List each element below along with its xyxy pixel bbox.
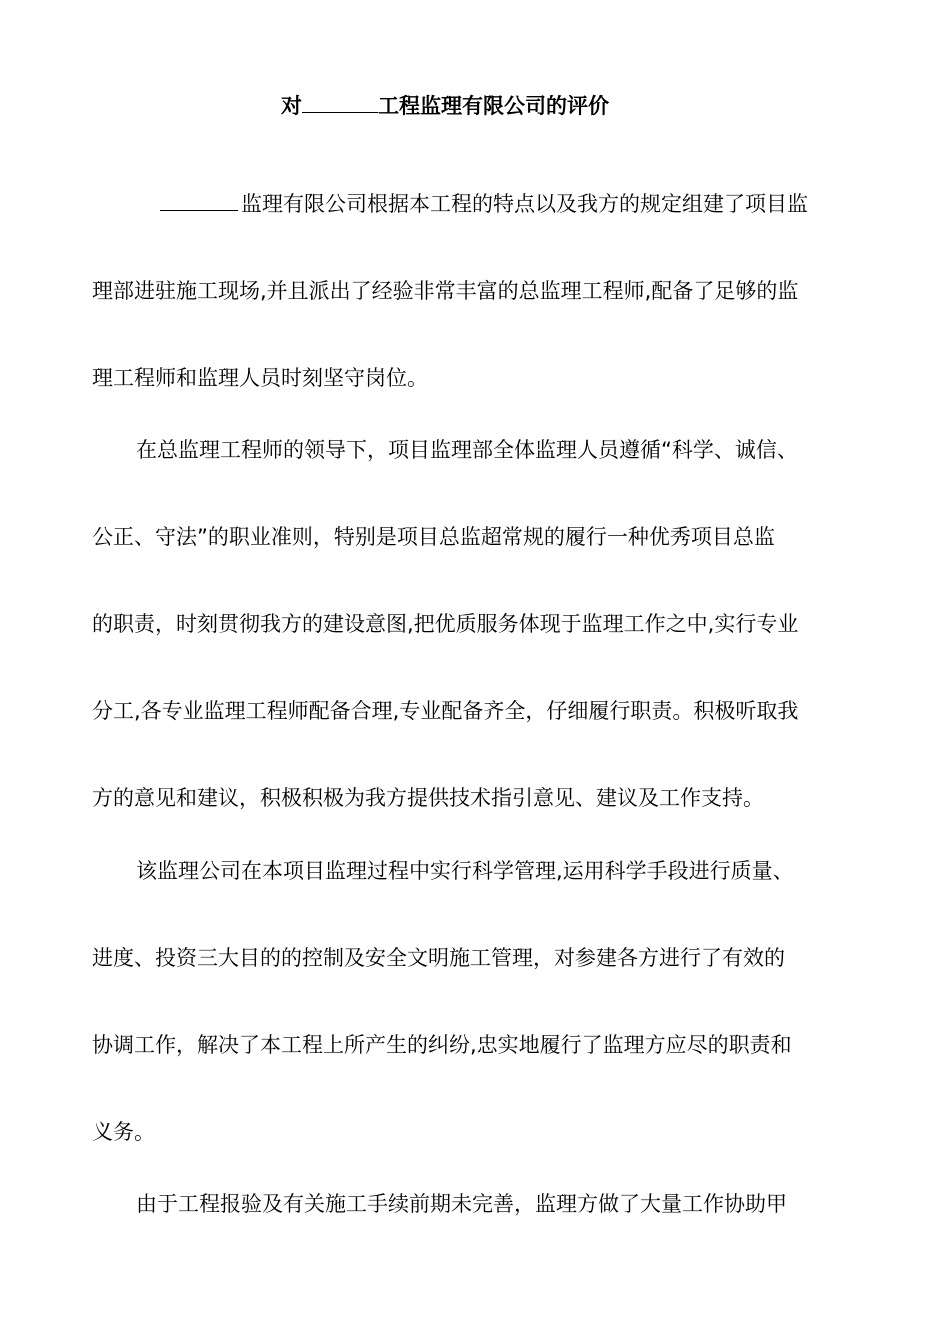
paragraph-2-line-5: 方的意见和建议，积极积极为我方提供技术指引意见、建议及工作支持。	[92, 786, 764, 810]
paragraph-3-line-2: 进度、投资三大目的的控制及安全文明施工管理，对参建各方进行了有效的	[92, 946, 785, 970]
title-prefix: 对	[281, 94, 302, 118]
paragraph-2-line-3: 的职责，时刻贯彻我方的建设意图,把优质服务体现于监理工作之中,实行专业	[92, 612, 799, 636]
document-title	[0, 90, 890, 122]
paragraph-2-line-4: 分工,各专业监理工程师配备合理,专业配备齐全，仔细履行职责。积极听取我	[92, 699, 799, 723]
paragraph-2-line-1: 在总监理工程师的领导下，项目监理部全体监理人员遵循“科学、诚信、	[136, 438, 798, 462]
text-line: 监理有限公司根据本工程的特点以及我方的规定组建了项目监	[241, 192, 808, 216]
paragraph-2-line-2: 公正、守法”的职业准则，特别是项目总监超常规的履行一种优秀项目总监	[92, 525, 775, 549]
paragraph-1-line-1	[160, 188, 940, 220]
paragraph-3-line-3: 协调工作，解决了本工程上所产生的纠纷,忠实地履行了监理方应尽的职责和	[92, 1033, 792, 1057]
paragraph-3-line-1: 该监理公司在本项目监理过程中实行科学管理,运用科学手段进行质量、	[136, 859, 794, 883]
title-blank-underline	[302, 90, 378, 113]
paragraph-1-line-2: 理部进驻施工现场,并且派出了经验非常丰富的总监理工程师,配备了足够的监	[92, 279, 799, 303]
paragraph-4-line-1: 由于工程报验及有关施工手续前期未完善，监理方做了大量工作协助甲	[136, 1192, 787, 1216]
company-name-blank-underline	[160, 188, 238, 211]
title-suffix: 工程监理有限公司的评价	[378, 94, 609, 118]
paragraph-3-line-4: 义务。	[92, 1120, 155, 1144]
paragraph-1-line-3: 理工程师和监理人员时刻坚守岗位。	[92, 366, 428, 390]
